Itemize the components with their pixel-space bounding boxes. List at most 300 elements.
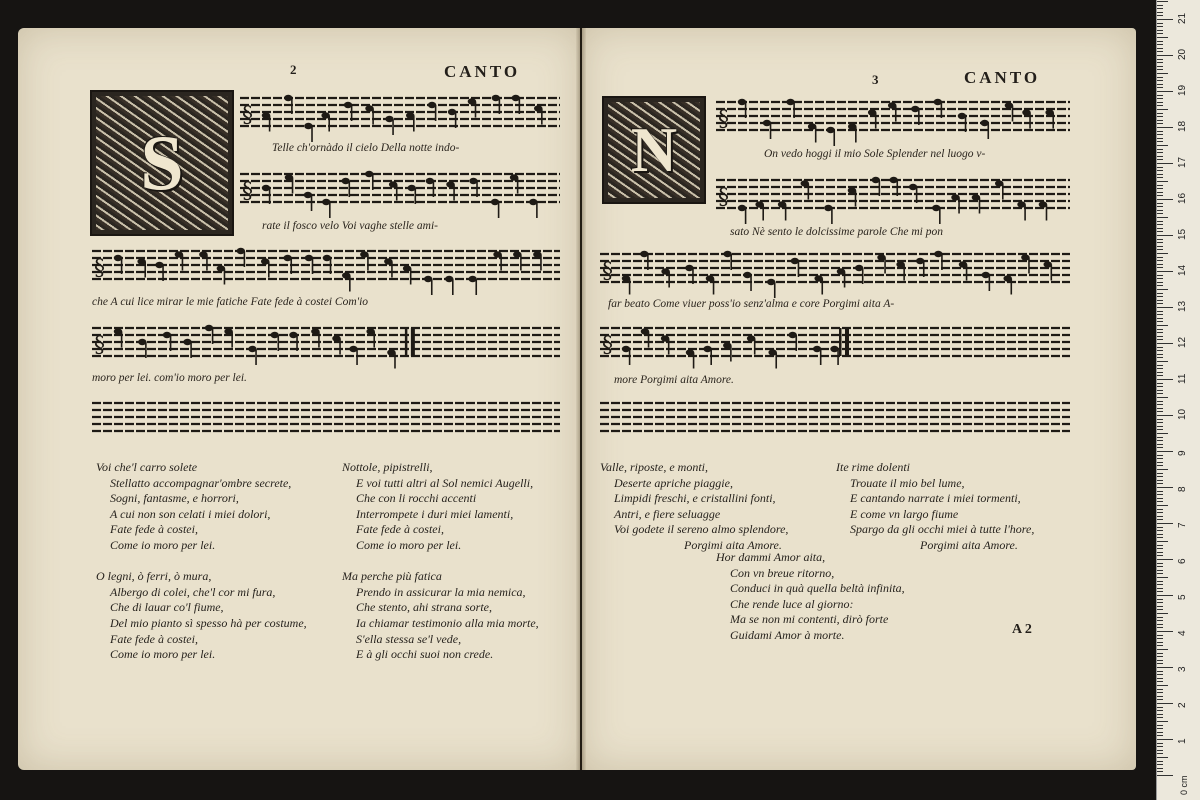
ruler-tick xyxy=(1157,728,1163,729)
verse-line: E cantando narrate i miei tormenti, xyxy=(850,491,1021,506)
ruler-label: 21 xyxy=(1177,12,1188,24)
ruler-tick xyxy=(1157,455,1163,456)
ruler-tick xyxy=(1157,138,1163,139)
ruler-tick xyxy=(1157,177,1163,178)
ruler-tick xyxy=(1157,527,1163,528)
ruler-tick xyxy=(1157,775,1173,776)
verse-line: Ma perche più fatica xyxy=(342,569,442,584)
left-staff-4 xyxy=(92,322,560,366)
right-verse-col2 xyxy=(836,460,1034,554)
ruler-tick xyxy=(1157,296,1163,297)
ruler-tick xyxy=(1157,732,1163,733)
ruler-tick xyxy=(1157,195,1163,196)
ruler-label: 10 xyxy=(1177,408,1188,420)
ruler-tick xyxy=(1157,123,1163,124)
ruler-tick xyxy=(1157,505,1168,506)
ruler-tick xyxy=(1157,451,1173,452)
ruler-tick xyxy=(1157,102,1163,103)
ruler-tick xyxy=(1157,739,1173,740)
ruler-tick xyxy=(1157,494,1163,495)
ruler-label: 9 xyxy=(1177,450,1188,456)
ruler-tick xyxy=(1157,721,1168,722)
ruler-tick xyxy=(1157,624,1163,625)
verse-line: Fate fede à costei, xyxy=(110,522,198,537)
ruler-tick xyxy=(1157,577,1168,578)
ruler-tick xyxy=(1157,246,1163,247)
ruler-tick xyxy=(1157,242,1163,243)
right-page-number: 3 xyxy=(872,72,879,87)
ruler-tick xyxy=(1157,44,1163,45)
ruler-tick xyxy=(1157,750,1163,751)
ruler-tick xyxy=(1157,339,1163,340)
verse-line: Hor dammi Amor aita, xyxy=(716,550,826,564)
ruler-tick xyxy=(1157,401,1163,402)
ruler-tick xyxy=(1157,541,1168,542)
ruler-tick xyxy=(1157,487,1173,488)
svg-text:§: § xyxy=(718,185,729,210)
left-lyric-2: rate il fosco velo Voi vaghe stelle ami- xyxy=(262,220,438,232)
svg-text:§: § xyxy=(242,103,253,128)
ruler-tick xyxy=(1157,95,1163,96)
ruler-label: 20 xyxy=(1177,48,1188,60)
ruler-tick xyxy=(1157,375,1163,376)
svg-text:§: § xyxy=(94,256,105,281)
ruler-tick xyxy=(1157,159,1163,160)
ruler-label: 19 xyxy=(1177,84,1188,96)
verse-line: Che rende luce al giorno: xyxy=(730,596,854,611)
ruler-tick xyxy=(1157,393,1163,394)
initial-letter-n: N xyxy=(630,114,678,185)
ruler-tick xyxy=(1157,599,1163,600)
ruler-tick xyxy=(1157,627,1163,628)
ruler-tick xyxy=(1157,289,1168,290)
ruler-tick xyxy=(1157,735,1163,736)
ruler-label: 12 xyxy=(1177,336,1188,348)
right-verse-center xyxy=(716,550,905,644)
ruler-tick xyxy=(1157,15,1163,16)
verse-line: Limpidi freschi, e cristallini fonti, xyxy=(614,491,776,506)
ruler-tick xyxy=(1157,516,1163,517)
ruler-tick xyxy=(1157,206,1163,207)
ruler-label: 4 xyxy=(1177,630,1188,636)
ruler-tick xyxy=(1157,73,1168,74)
ruler-tick xyxy=(1157,192,1163,193)
ruler-tick xyxy=(1157,293,1163,294)
ruler-tick xyxy=(1157,210,1163,211)
verse-line: Antri, e fiere seluagge xyxy=(614,506,721,521)
initial-letter-s: S xyxy=(140,119,184,206)
ruler-tick xyxy=(1157,588,1163,589)
book-gutter xyxy=(576,28,586,770)
ruler-tick xyxy=(1157,419,1163,420)
ruler-tick xyxy=(1157,397,1168,398)
ruler-tick xyxy=(1157,581,1163,582)
ruler-label: 7 xyxy=(1177,522,1188,528)
ruler-tick xyxy=(1157,271,1173,272)
ruler-tick xyxy=(1157,354,1163,355)
ruler-tick xyxy=(1157,725,1163,726)
ruler-tick xyxy=(1157,573,1163,574)
ruler-label: 6 xyxy=(1177,558,1188,564)
ruler-tick xyxy=(1157,264,1163,265)
ruler-tick xyxy=(1157,692,1163,693)
ruler-tick xyxy=(1157,300,1163,301)
ruler-tick xyxy=(1157,469,1168,470)
ruler-tick xyxy=(1157,663,1163,664)
right-lyric-3: far beato Come viuer poss'io senz'alma e core Porgimi aita A- xyxy=(608,298,895,310)
ruler-tick xyxy=(1157,12,1163,13)
verse-line: E voi tutti altri al Sol nemici Augelli, xyxy=(356,475,534,490)
ruler-tick xyxy=(1157,131,1163,132)
ruler-tick xyxy=(1157,660,1163,661)
svg-text:§: § xyxy=(242,179,253,204)
ruler-tick xyxy=(1157,437,1163,438)
ruler-tick xyxy=(1157,55,1173,56)
ruler-tick xyxy=(1157,645,1163,646)
ruler-tick xyxy=(1157,566,1163,567)
ruler-tick xyxy=(1157,48,1163,49)
ruler-tick xyxy=(1157,422,1163,423)
ruler-tick xyxy=(1157,368,1163,369)
ruler-label: 17 xyxy=(1177,156,1188,168)
ruler-tick xyxy=(1157,501,1163,502)
ruler-label: 8 xyxy=(1177,486,1188,492)
ruler-tick xyxy=(1157,203,1163,204)
ruler-tick xyxy=(1157,415,1173,416)
ruler-tick xyxy=(1157,559,1173,560)
ruler-tick xyxy=(1157,37,1168,38)
ruler-tick xyxy=(1157,163,1173,164)
ruler-label: 14 xyxy=(1177,264,1188,276)
ruler-tick xyxy=(1157,30,1163,31)
verse-line: Porgimi aita Amore. xyxy=(684,537,782,552)
verse-line: Come io moro per lei. xyxy=(110,647,216,662)
ruler-tick xyxy=(1157,343,1173,344)
verse-line: Che con li rocchi accenti xyxy=(356,491,477,506)
ruler-tick xyxy=(1157,671,1163,672)
ruler-tick xyxy=(1157,509,1163,510)
verse-line: E come vn largo fiume xyxy=(850,506,959,521)
verse-line xyxy=(96,554,307,570)
ruler-tick xyxy=(1157,753,1163,754)
verse-line: Voi che'l carro solete xyxy=(96,460,198,474)
ruler-tick xyxy=(1157,699,1163,700)
ruler-tick xyxy=(1157,379,1173,380)
ruler-tick xyxy=(1157,8,1163,9)
ruler-label: 18 xyxy=(1177,120,1188,132)
ruler-label: 11 xyxy=(1177,373,1188,384)
ruler-tick xyxy=(1157,602,1163,603)
left-lyric-1: Telle ch'ornàdo il cielo Della notte indo- xyxy=(272,142,460,154)
ruler-tick xyxy=(1157,584,1163,585)
ruler-tick xyxy=(1157,267,1163,268)
ruler-tick xyxy=(1157,411,1163,412)
right-lyric-1: On vedo hoggi il mio Sole Splender nel luogo v- xyxy=(764,148,986,160)
ruler-tick xyxy=(1157,235,1173,236)
ruler-tick xyxy=(1157,555,1163,556)
verse-line: Ma se non mi contenti, dirò forte xyxy=(730,612,889,627)
ruler-tick xyxy=(1157,228,1163,229)
ruler-tick xyxy=(1157,149,1163,150)
ruler-tick xyxy=(1157,426,1163,427)
ruler-tick xyxy=(1157,336,1163,337)
ruler-tick xyxy=(1157,757,1168,758)
ruler-tick xyxy=(1157,642,1163,643)
ruler-tick xyxy=(1157,530,1163,531)
ruler-tick xyxy=(1157,116,1163,117)
verse-line: Come io moro per lei. xyxy=(110,537,216,552)
left-page-number: 2 xyxy=(290,62,297,77)
ruler-tick xyxy=(1157,141,1163,142)
ruler-tick xyxy=(1157,635,1163,636)
ruler-tick xyxy=(1157,59,1163,60)
ruler-tick xyxy=(1157,710,1163,711)
ruler-label: 16 xyxy=(1177,192,1188,204)
verse-line: Con vn breue ritorno, xyxy=(730,565,835,580)
ruler-label: 13 xyxy=(1177,300,1188,312)
right-staff-4 xyxy=(600,322,1070,366)
verse-line xyxy=(342,554,539,570)
ruler-tick xyxy=(1157,653,1163,654)
ruler-tick xyxy=(1157,278,1163,279)
ruler-tick xyxy=(1157,303,1163,304)
ruler-tick xyxy=(1157,761,1163,762)
verse-line: Spargo da gli occhi miei à tutte l'hore, xyxy=(850,522,1035,537)
left-empty-staff-1 xyxy=(92,397,560,441)
ruler-tick xyxy=(1157,606,1163,607)
ruler-tick xyxy=(1157,91,1173,92)
verse-line: Ia chiamar testimonio alla mia morte, xyxy=(356,615,539,630)
ruler-tick xyxy=(1157,667,1173,668)
verse-line: S'ella stessa se'l vede, xyxy=(356,631,462,646)
ruler-tick xyxy=(1157,170,1163,171)
ruler-tick xyxy=(1157,678,1163,679)
ruler-tick xyxy=(1157,365,1163,366)
verse-line: Nottole, pipistrelli, xyxy=(342,460,433,474)
ruler-tick xyxy=(1157,361,1168,362)
svg-text:§: § xyxy=(94,333,105,358)
verse-line: E à gli occhi suoi non crede. xyxy=(356,647,494,662)
ruler-tick xyxy=(1157,408,1163,409)
ruler-tick xyxy=(1157,156,1163,157)
ruler-tick xyxy=(1157,696,1163,697)
ruler-tick xyxy=(1157,253,1168,254)
ruler-tick xyxy=(1157,512,1163,513)
ruler-tick xyxy=(1157,440,1163,441)
ruler-tick xyxy=(1157,199,1173,200)
right-verse-col1 xyxy=(600,460,788,554)
ruler-tick xyxy=(1157,372,1163,373)
ruler-tick xyxy=(1157,537,1163,538)
right-lyric-4: more Porgimi aita Amore. xyxy=(614,374,734,386)
left-lyric-4: moro per lei. com'io moro per lei. xyxy=(92,372,247,384)
right-staff-1 xyxy=(716,96,1070,140)
ruler-tick xyxy=(1157,483,1163,484)
ruler-tick xyxy=(1157,329,1163,330)
ruler-tick xyxy=(1157,570,1163,571)
ruler-tick xyxy=(1157,591,1163,592)
left-staff-1 xyxy=(240,92,560,136)
ruler-tick xyxy=(1157,703,1173,704)
ruler-tick xyxy=(1157,465,1163,466)
ruler-tick xyxy=(1157,771,1163,772)
ruler-tick xyxy=(1157,113,1163,114)
ruler-tick xyxy=(1157,314,1163,315)
ruler-unit: 0 cm xyxy=(1179,775,1189,795)
verse-line: O legni, ò ferri, ò mura, xyxy=(96,569,212,584)
ruler-tick xyxy=(1157,638,1163,639)
ruler-tick xyxy=(1157,523,1173,524)
verse-line: Trouate il mio bel lume, xyxy=(850,475,965,490)
verse-line: Albergo di colei, che'l cor mi fura, xyxy=(110,584,276,599)
ruler-tick xyxy=(1157,84,1163,85)
ruler-tick xyxy=(1157,231,1163,232)
ruler-tick xyxy=(1157,609,1163,610)
verse-line: Come io moro per lei. xyxy=(356,537,462,552)
ruler-tick xyxy=(1157,444,1163,445)
ruler-tick xyxy=(1157,545,1163,546)
ruler-tick xyxy=(1157,26,1163,27)
ruler-tick xyxy=(1157,458,1163,459)
ruler-tick xyxy=(1157,224,1163,225)
ruler-tick xyxy=(1157,1,1168,2)
ruler-tick xyxy=(1157,613,1168,614)
ruler-tick xyxy=(1157,217,1168,218)
ruler-tick xyxy=(1157,33,1163,34)
ruler-tick xyxy=(1157,473,1163,474)
ruler-tick xyxy=(1157,77,1163,78)
ruler-tick xyxy=(1157,447,1163,448)
verse-line: Stellatto accompagnar'ombre secrete, xyxy=(110,475,292,490)
ruler-tick xyxy=(1157,563,1163,564)
ruler-tick xyxy=(1157,595,1173,596)
ruler-tick xyxy=(1157,167,1163,168)
ruler-tick xyxy=(1157,80,1163,81)
ruler-tick xyxy=(1157,685,1168,686)
ruler-tick xyxy=(1157,19,1173,20)
ruler-tick xyxy=(1157,714,1163,715)
ruler-tick xyxy=(1157,307,1173,308)
ruler-tick xyxy=(1157,275,1163,276)
left-lyric-3: che A cui lice mirar le mie fatiche Fate fede à costei Com'io xyxy=(92,296,369,308)
verse-line: Fate fede à costei, xyxy=(356,522,444,537)
ruler-tick xyxy=(1157,152,1163,153)
ruler-tick xyxy=(1157,66,1163,67)
verse-line: Che stento, ahi strana sorte, xyxy=(356,600,493,615)
right-staff-3 xyxy=(600,248,1070,292)
ruler-tick xyxy=(1157,260,1163,261)
ruler-tick xyxy=(1157,743,1163,744)
left-staff-2 xyxy=(240,168,560,212)
ruler-tick xyxy=(1157,239,1163,240)
ruler-tick xyxy=(1157,318,1163,319)
ruler-tick xyxy=(1157,746,1163,747)
ruler-tick xyxy=(1157,548,1163,549)
ruler-tick xyxy=(1157,764,1163,765)
svg-text:§: § xyxy=(602,259,613,284)
ruler-tick xyxy=(1157,105,1163,106)
ruler-tick xyxy=(1157,390,1163,391)
ruler-tick xyxy=(1157,429,1163,430)
verse-line: Conduci in quà quella beltà infinita, xyxy=(730,581,905,596)
ruler-tick xyxy=(1157,689,1163,690)
ruler-tick xyxy=(1157,617,1163,618)
ruler-tick xyxy=(1157,87,1163,88)
ruler-label: 15 xyxy=(1177,228,1188,240)
ruler-tick xyxy=(1157,404,1163,405)
left-verse-col2 xyxy=(342,460,539,663)
ruler-tick xyxy=(1157,480,1163,481)
ruler-tick xyxy=(1157,69,1163,70)
ruler-tick xyxy=(1157,656,1163,657)
ruler-tick xyxy=(1157,534,1163,535)
ruler-tick xyxy=(1157,109,1168,110)
ruler-tick xyxy=(1157,5,1163,6)
right-lyric-2: sato Nè sento le dolcissime parole Che mi pon xyxy=(730,226,943,238)
ruler-label: 3 xyxy=(1177,666,1188,672)
ruler-label: 5 xyxy=(1177,594,1188,600)
verse-line: Guidami Amor à morte. xyxy=(730,627,845,642)
ruler-tick xyxy=(1157,213,1163,214)
ruler-tick xyxy=(1157,325,1168,326)
ruler-tick xyxy=(1157,23,1163,24)
ruler-tick xyxy=(1157,120,1163,121)
left-staff-3 xyxy=(92,245,560,289)
ruler-tick xyxy=(1157,707,1163,708)
ruler-tick xyxy=(1157,285,1163,286)
ruler-tick xyxy=(1157,134,1163,135)
measurement-ruler xyxy=(1156,0,1200,800)
ruler-tick xyxy=(1157,717,1163,718)
ruler-tick xyxy=(1157,674,1163,675)
ruler-tick xyxy=(1157,768,1163,769)
ruler-tick xyxy=(1157,221,1163,222)
ruler-tick xyxy=(1157,620,1163,621)
right-staff-2 xyxy=(716,174,1070,218)
ruler-label: 2 xyxy=(1177,702,1188,708)
ruler-tick xyxy=(1157,321,1163,322)
ruler-tick xyxy=(1157,41,1163,42)
ruler-tick xyxy=(1157,127,1173,128)
ruler-tick xyxy=(1157,185,1163,186)
ruler-tick xyxy=(1157,649,1168,650)
verse-line: Ite rime dolenti xyxy=(836,460,910,474)
ruler-tick xyxy=(1157,631,1173,632)
verse-line: Fate fede à costei, xyxy=(110,631,198,646)
signature-mark: A 2 xyxy=(1012,622,1032,637)
verse-line: Del mio pianto sì spesso hà per costume, xyxy=(110,615,307,630)
ruler-tick xyxy=(1157,188,1163,189)
verse-line: Porgimi aita Amore. xyxy=(920,537,1018,552)
ruler-tick xyxy=(1157,62,1163,63)
ruler-tick xyxy=(1157,145,1168,146)
ruler-tick xyxy=(1157,350,1163,351)
verse-line: Che di lauar co'l fiume, xyxy=(110,600,224,615)
ruler-tick xyxy=(1157,174,1163,175)
ruler-tick xyxy=(1157,476,1163,477)
ruler-tick xyxy=(1157,249,1163,250)
ruler-tick xyxy=(1157,491,1163,492)
ruler-tick xyxy=(1157,386,1163,387)
svg-text:§: § xyxy=(718,107,729,132)
ruler-tick xyxy=(1157,311,1163,312)
svg-text:§: § xyxy=(602,333,613,358)
ruler-tick xyxy=(1157,519,1163,520)
ruler-tick xyxy=(1157,433,1168,434)
ruler-tick xyxy=(1157,51,1163,52)
ruler-tick xyxy=(1157,181,1168,182)
ruler-tick xyxy=(1157,282,1163,283)
